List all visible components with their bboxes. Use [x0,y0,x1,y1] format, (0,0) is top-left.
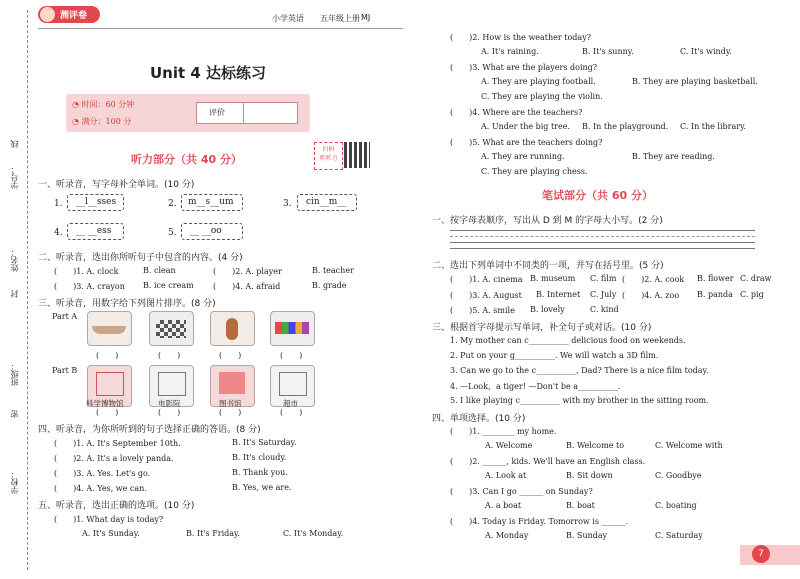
listen-q5-item-1-q: ( )1. What day is today? [54,515,164,524]
write-q2-item-4: ( )4. A. zoo [622,291,680,300]
part-b-blank-4[interactable]: ( ) [280,408,303,417]
listen-q2-item-4-b: B. grade [312,281,347,290]
violin-picture [210,311,255,346]
listen-q5-item-3-q: ( )3. What are the players doing? [450,63,598,72]
listen-q5-item-1-a: A. It's Sunday. [82,529,140,538]
class-label: 班级： [10,362,19,386]
write-q4-item-4-a: A. Monday [485,531,529,540]
write-q3-item-3: 3. Can we go to the c__________, Dad? There is a nice film today. [450,366,709,375]
write-q4-item-3-a: A. a boat [485,501,522,510]
write-q4-item-3-c: C. boating [655,501,697,510]
write-q4-heading: 四、单项选择。(10 分) [432,414,526,424]
write-q2-item-3: ( )3. A. August [450,291,522,300]
write-q4-item-4-c: C. Saturday [655,531,703,540]
listen-q5-item-3-c: C. They are playing the violin. [481,92,603,101]
page-number-strip [740,545,800,565]
listen-q4-item-2: ( )2. A. It's a lovely panda. [54,454,174,463]
write-q4-item-2-a: A. Look at [485,471,527,480]
listen-q4-item-2-b: B. It's cloudy. [232,453,287,462]
listen-q5-item-2-a: A. It's raining. [481,47,539,56]
write-q2-item-1-b: B. museum [530,274,576,283]
listen-q5-item-4-b: B. In the playground. [582,122,669,131]
qr-code[interactable] [344,142,370,168]
listen-q3-heading: 三、听录音，用数字给下列图片排序。(8 分) [38,299,216,309]
write-q4-item-3-q: ( )3. Can I go ______ on Sunday? [450,487,593,496]
write-q4-item-4-b: B. Sunday [566,531,608,540]
listen-q5-item-3-b: B. They are playing basketball. [632,77,758,86]
listen-q1-num-1: 1. [54,199,63,209]
listen-q4-item-1: ( )1. A. It's September 10th. [54,439,181,448]
binding-margin [0,0,30,579]
listen-q2-item-1: ( )1. A. clock [54,267,119,276]
listen-q2-item-1-b: B. clean [143,266,176,275]
binding-line [27,10,28,570]
listen-q4-item-3: ( )3. A. Yes. Let's go. [54,469,151,478]
word-box-2[interactable]: m__s__um [181,194,243,211]
write-q2-item-2-c: C. draw [740,274,772,283]
listen-q2-item-3: ( )3. A. crayon [54,282,125,291]
listen-q2-item-2: ( )2. A. player [213,267,282,276]
write-q2-item-5: ( )5. A. smile [450,306,515,315]
write-q3-heading: 三、根据首字母提示写单词，补全句子或对话。(10 分) [432,323,652,333]
page-number: 7 [752,545,770,563]
listen-q5-item-5-c: C. They are playing chess. [481,167,588,176]
listen-q5-item-1-b: B. It's Friday. [186,529,241,538]
binding-label-mi: 密 [10,410,19,418]
student-number-label: 学号： [10,165,19,189]
chess-picture [149,311,194,346]
writing-line-4[interactable] [450,248,755,249]
writing-line-2[interactable] [450,236,755,237]
write-q4-item-1-b: B. Welcome to [566,441,625,450]
listen-q1-num-3: 3. [283,199,292,209]
listen-q5-item-5-b: B. They are reading. [632,152,715,161]
page-title: Unit 4 达标练习 [150,64,267,82]
listen-q5-item-5-q: ( )5. What are the teachers doing? [450,138,603,147]
supermarket-label: 超市 [283,399,298,408]
school-label: 学校： [10,470,19,494]
write-q2-heading: 二、选出下列单词中不同类的一项，并写在括号里。(5 分) [432,261,664,271]
listen-q4-item-1-b: B. It's Saturday. [232,438,297,447]
write-q4-item-3-b: B. boat [566,501,595,510]
mascot-icon [40,7,55,22]
listen-q5-item-1-c: C. It's Monday. [283,529,344,538]
listen-q5-item-4-a: A. Under the big tree. [481,122,571,131]
write-q3-item-5: 5. I like playing c__________ with my brother in the sitting room. [450,396,709,405]
badge [38,6,100,23]
write-q3-item-1: 1. My mother can c__________ delicious food on weekends. [450,336,686,345]
listen-q1-heading: 一、听录音，写字母补全单词。(10 分) [38,180,195,190]
binding-label-xian: 线 [10,140,19,148]
write-q3-item-2: 2. Put on your g__________. We will watch a 3D film. [450,351,659,360]
listen-q2-item-2-b: B. teacher [312,266,354,275]
part-b-label: Part B [52,366,78,375]
header-rule [38,28,403,29]
listen-q5-item-4-q: ( )4. Where are the teachers? [450,108,583,117]
library-label: 图书馆 [219,399,242,408]
part-b-blank-1[interactable]: ( ) [96,408,119,417]
write-q4-item-2-q: ( )2. ______, kids. We'll have an English class. [450,457,646,466]
info-panel [66,94,310,132]
listen-q5-item-2-c: C. It's windy. [680,47,732,56]
part-b-blank-2[interactable]: ( ) [158,408,181,417]
listen-q5-item-3-a: A. They are playing football. [481,77,596,86]
write-q2-item-2-b: B. flower [697,274,734,283]
write-q4-item-1-q: ( )1. ________ my home. [450,427,557,436]
write-q2-item-5-c: C. kind [590,305,619,314]
boat-picture [87,311,132,346]
part-b-blank-3[interactable]: ( ) [219,408,242,417]
write-q2-item-3-c: C. July [590,290,617,299]
listen-q2-item-4: ( )4. A. afraid [213,282,281,291]
listen-q5-item-2-q: ( )2. How is the weather today? [450,33,592,42]
time-label: ◔ 时间：60 分钟 [72,100,135,109]
write-q4-item-4-q: ( )4. Today is Friday. Tomorrow is ______. [450,517,629,526]
part-a-blank-4[interactable]: ( ) [280,351,303,360]
museum-label: 科学博物馆 [86,399,124,408]
part-a-label: Part A [52,312,78,321]
write-q2-item-4-b: B. panda [697,290,733,299]
writing-line-3[interactable] [450,242,755,243]
write-q4-item-1-a: A. Welcome [485,441,533,450]
write-q2-item-1-c: C. film [590,274,617,283]
name-label: 姓名： [10,248,19,272]
listen-q1-num-4: 4. [54,228,63,238]
write-q2-item-2: ( )2. A. cook [622,275,685,284]
word-box-4[interactable]: __ __ess [67,223,124,240]
write-q3-item-4: 4. —Look，a tiger! —Don't be a__________. [450,382,621,391]
write-q4-item-1-c: C. Welcome with [655,441,723,450]
listen-q5-heading: 五、听录音，选出正确的选项。(10 分) [38,501,195,511]
write-q2-item-5-b: B. lovely [530,305,565,314]
cinema-label: 电影院 [158,399,181,408]
word-box-3[interactable]: cin__m__ [297,194,357,211]
binding-label-feng: 封 [10,290,19,298]
listen-q4-item-3-b: B. Thank you. [232,468,288,477]
part-a-blank-3[interactable]: ( ) [219,351,242,360]
listen-q4-item-4-b: B. Yes, we are. [232,483,292,492]
grade: 五年级上册 [320,14,360,23]
writing-title: 笔试部分（共 60 分） [542,189,653,202]
write-q1-heading: 一、按字母表顺序，写出从 D 到 M 的字母大小写。(2 分) [432,216,663,226]
subject: 小学英语 [272,14,304,23]
part-a-blank-2[interactable]: ( ) [158,351,181,360]
listen-q2-heading: 二、听录音，选出你所听句子中包含的内容。(4 分) [38,253,243,263]
eval-box [196,102,298,124]
listen-q2-item-3-b: B. ice cream [143,281,194,290]
listening-title: 听力部分（共 40 分） [131,153,242,166]
write-q2-item-4-c: C. pig [740,290,764,299]
write-q4-item-2-b: B. Sit down [566,471,613,480]
score-label: ◔ 满分：100 分 [72,117,132,126]
listen-q4-heading: 四、听录音，为你所听到的句子选择正确的答语。(8 分) [38,425,261,435]
write-q2-item-3-b: B. Internet [536,290,581,299]
listen-q4-item-4: ( )4. A. Yes, we can. [54,484,147,493]
listen-q5-item-4-c: C. In the library. [680,122,747,131]
listen-q5-item-5-a: A. They are running. [481,152,565,161]
listen-q5-item-2-b: B. It's sunny. [582,47,634,56]
word-box-5[interactable]: __ __oo [181,223,243,240]
listen-q1-num-2: 2. [168,199,177,209]
writing-line-1[interactable] [450,230,755,231]
qr-caption: 扫码 听听力 [314,142,343,170]
edition: MJ [361,13,371,22]
word-box-1[interactable]: __l__sses [67,194,124,211]
part-a-blank-1[interactable]: ( ) [96,351,119,360]
write-q2-item-1: ( )1. A. cinema [450,275,523,284]
crayons-picture [270,311,315,346]
badge-label: 测评卷 [60,11,88,21]
eval-label: 评价 [209,108,225,117]
write-q4-item-2-c: C. Goodbye [655,471,702,480]
listen-q1-num-5: 5. [168,228,177,238]
